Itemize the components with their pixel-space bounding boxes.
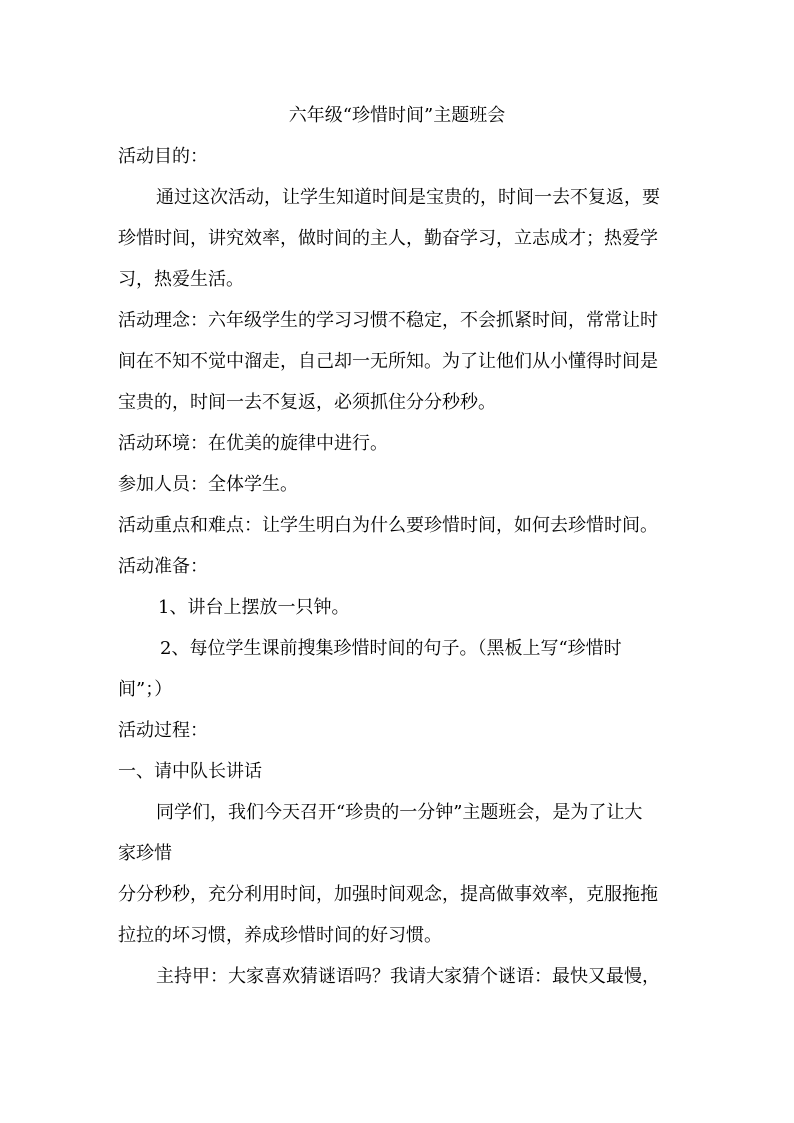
paragraph-line: 活动重点和难点：让学生明白为什么要珍惜时间，如何去珍惜时间。 — [118, 515, 658, 536]
section-process-heading: 活动过程： — [118, 720, 208, 741]
section-purpose-heading: 活动目的： — [118, 146, 208, 167]
paragraph-line: 主持甲：大家喜欢猜谜语吗？我请大家猜个谜语：最快又最慢， — [156, 966, 660, 987]
subsection-heading: 一、请中队长讲话 — [118, 761, 262, 782]
document-title: 六年级“珍惜时间”主题班会 — [288, 105, 506, 126]
paragraph-line: 活动理念：六年级学生的学习习惯不稳定，不会抓紧时间，常常让时 — [118, 310, 658, 331]
paragraph-line: 拉拉的坏习惯，养成珍惜时间的好习惯。 — [118, 925, 442, 946]
paragraph-line: 宝贵的，时间一去不复返，必须抓住分分秒秒。 — [118, 392, 496, 413]
paragraph-line: 习，热爱生活。 — [118, 269, 244, 290]
paragraph-line: 同学们，我们今天召开“珍贵的一分钟”主题班会，是为了让大 — [156, 802, 643, 823]
paragraph-line: 间”；） — [118, 679, 173, 700]
list-item: 1、讲台上摆放一只钟。 — [158, 597, 350, 618]
paragraph-line: 家珍惜 — [118, 843, 172, 864]
paragraph-line: 间在不知不觉中溜走，自己却一无所知。为了让他们从小懂得时间是 — [118, 351, 658, 372]
list-item: 2、每位学生课前搜集珍惜时间的句子。（黑板上写“珍惜时 — [160, 638, 622, 659]
paragraph-line: 珍惜时间，讲究效率，做时间的主人，勤奋学习，立志成才；热爱学 — [118, 228, 658, 249]
paragraph-line: 参加人员：全体学生。 — [118, 474, 298, 495]
paragraph-line: 分分秒秒，充分利用时间，加强时间观念，提高做事效率，克服拖拖 — [118, 884, 658, 905]
paragraph-line: 通过这次活动，让学生知道时间是宝贵的，时间一去不复返，要 — [156, 187, 660, 208]
section-preparation-heading: 活动准备： — [118, 556, 208, 577]
paragraph-line: 活动环境：在优美的旋律中进行。 — [118, 433, 388, 454]
